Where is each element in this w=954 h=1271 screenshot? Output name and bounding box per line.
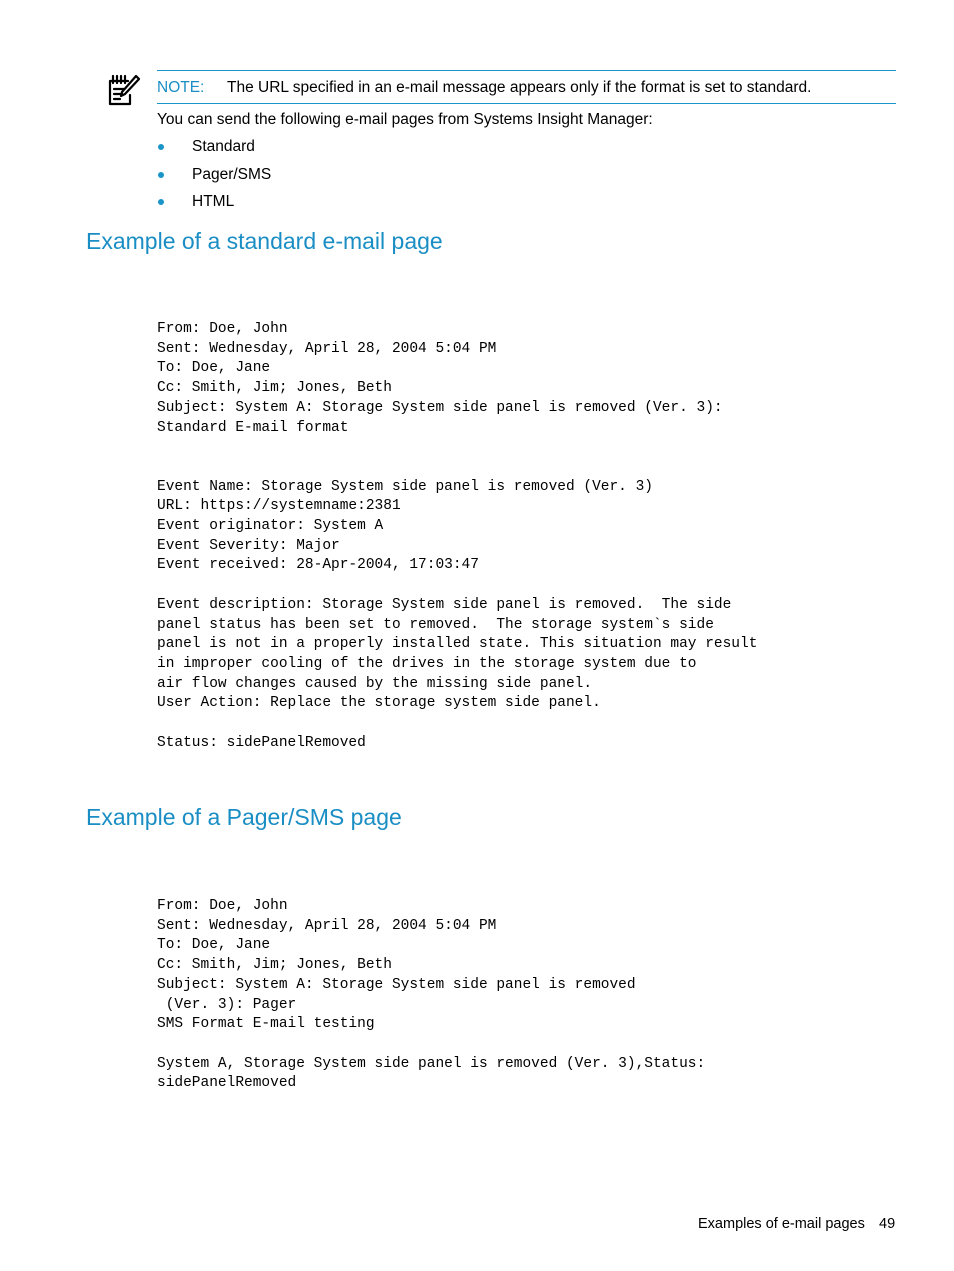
note-text: The URL specified in an e-mail message appears only if the format is set to standard.: [227, 79, 812, 96]
section-heading-pager-sms: Example of a Pager/SMS page: [86, 804, 402, 830]
note-top-rule: [157, 70, 896, 71]
note-bottom-rule: [157, 103, 896, 104]
section-heading-standard: Example of a standard e-mail page: [86, 228, 443, 254]
footer-title: Examples of e-mail pages: [698, 1216, 865, 1232]
page-number: 49: [879, 1216, 896, 1232]
note: [157, 78, 811, 98]
note-label: NOTE:: [157, 79, 205, 96]
list-item: HTML: [157, 192, 271, 220]
list-item: Standard: [157, 137, 271, 165]
note-icon: [106, 73, 140, 107]
intro-paragraph: You can send the following e-mail pages from Systems Insight Manager:: [157, 111, 653, 128]
email-page-list: [157, 137, 271, 220]
code-example-standard: From: Doe, John Sent: Wednesday, April 28, 2004 5:04 PM To: Doe, Jane Cc: Smith, Jim; Jones, Beth Subject: System A: Storage System side panel is removed (Ver. 3): Standard E-mail format Event Name: Storage System side panel is removed (Ver. 3) URL: https://systemname:2381 Event originator: System A Event Severity: Major Event received: 28-Apr-2004, 17:03:47 Event description: Storage System side panel is removed. The side panel status has been set to removed. The storage system`s side panel is not in a properly installed state. This situation may result in improper cooling of the drives in the storage system due to air flow changes caused by the missing side panel. User Action: Replace the storage system side panel. Status: sidePanelRemoved: [157, 321, 758, 751]
list-item: Pager/SMS: [157, 165, 271, 193]
code-example-pager-sms: From: Doe, John Sent: Wednesday, April 28, 2004 5:04 PM To: Doe, Jane Cc: Smith, Jim; Jones, Beth Subject: System A: Storage System side panel is removed (Ver. 3): Pager SMS Format E-mail testing System A, Storage System side panel is removed (Ver. 3),Status: sidePanelRemoved: [157, 898, 706, 1092]
